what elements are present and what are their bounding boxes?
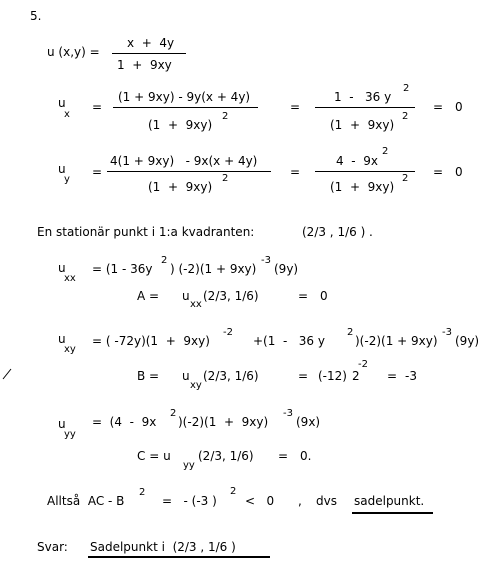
A-eq: = xyxy=(298,289,309,303)
conclusion-exp2: 2 xyxy=(230,486,237,497)
uy-numerator1: 4(1 + 9xy) - 9x(x + 4y) xyxy=(110,154,258,168)
uy-result: 0 xyxy=(455,165,463,179)
B-eq2: = xyxy=(387,369,398,383)
C-argument: (2/3, 1/6) xyxy=(198,449,254,463)
uyy-expr-c: (9x) xyxy=(296,415,321,429)
uyy-expr-b: )(-2)(1 + 9xy) xyxy=(178,415,269,429)
ux-eq3: = xyxy=(433,100,444,114)
u-def-fraction-bar xyxy=(112,53,186,54)
A-subscript: xx xyxy=(190,299,202,310)
C-eq: = xyxy=(278,449,289,463)
ux-fraction-bar1 xyxy=(113,107,258,108)
uxx-symbol: u xyxy=(58,261,66,275)
ux-symbol: u xyxy=(58,96,66,110)
uxy-symbol: u xyxy=(58,332,66,346)
ux-numerator2-exp: 2 xyxy=(403,83,410,94)
uy-fraction-bar2 xyxy=(315,171,415,172)
A-argument: (2/3, 1/6) xyxy=(203,289,259,303)
conclusion-comma: , xyxy=(298,494,302,508)
conclusion-result: sadelpunkt. xyxy=(354,494,425,508)
uxx-exp2: -3 xyxy=(261,255,271,266)
uxx-subscript: xx xyxy=(64,273,76,284)
ux-eq1: = xyxy=(92,100,103,114)
ux-numerator2: 1 - 36 y xyxy=(334,90,392,104)
A-value: 0 xyxy=(320,289,328,303)
uyy-exp2: -3 xyxy=(283,408,293,419)
C-subscript: yy xyxy=(183,460,195,471)
uy-eq3: = xyxy=(433,165,444,179)
u-def-denominator: 1 + 9xy xyxy=(117,58,172,72)
B-value: -3 xyxy=(405,369,417,383)
answer-underline xyxy=(88,556,270,558)
uy-numerator2: 4 - 9x xyxy=(336,154,378,168)
conclusion-text: Alltså AC - B xyxy=(47,494,125,508)
margin-mark xyxy=(2,368,12,380)
uyy-symbol: u xyxy=(58,417,66,431)
conclusion-underline xyxy=(352,512,433,514)
B-factor: (-12) xyxy=(318,369,347,383)
ux-eq2: = xyxy=(290,100,301,114)
conclusion-mid: = - (-3 ) xyxy=(162,494,217,508)
answer-text: Sadelpunkt i (2/3 , 1/6 ) xyxy=(90,540,236,554)
uxx-exp1: 2 xyxy=(161,255,168,266)
uxx-expr-b: ) (-2)(1 + 9xy) xyxy=(170,262,257,276)
B-base: 2 xyxy=(352,369,360,383)
uxy-exp2: 2 xyxy=(347,327,354,338)
uy-symbol: u xyxy=(58,162,66,176)
uxy-exp3: -3 xyxy=(442,327,452,338)
uy-denominator2: (1 + 9xy) xyxy=(330,180,395,194)
uxy-expr-b: +(1 - 36 y xyxy=(253,334,325,348)
B-exponent: -2 xyxy=(358,359,368,370)
u-def-numerator: x + 4y xyxy=(127,36,175,50)
B-subscript: xy xyxy=(190,380,202,391)
ux-subscript: x xyxy=(64,109,70,120)
conclusion-dvs: dvs xyxy=(316,494,337,508)
uy-fraction-bar1 xyxy=(107,171,271,172)
uy-eq2: = xyxy=(290,165,301,179)
stationary-point: (2/3 , 1/6 ) . xyxy=(302,225,373,239)
stationary-text: En stationär punkt i 1:a kvadranten: xyxy=(37,225,255,239)
uy-eq1: = xyxy=(92,165,103,179)
B-symbol: u xyxy=(182,369,190,383)
answer-label: Svar: xyxy=(37,540,68,554)
B-argument: (2/3, 1/6) xyxy=(203,369,259,383)
B-label: B = xyxy=(137,369,160,383)
ux-denominator1: (1 + 9xy) xyxy=(148,118,213,132)
uy-denominator2-exp: 2 xyxy=(402,173,409,184)
uyy-expr-a: = (4 - 9x xyxy=(92,415,157,429)
uxx-expr-a: = (1 - 36y xyxy=(92,262,153,276)
ux-denominator2-exp: 2 xyxy=(402,111,409,122)
uxy-expr-c: )(-2)(1 + 9xy) xyxy=(355,334,438,348)
ux-numerator1: (1 + 9xy) - 9y(x + 4y) xyxy=(118,90,251,104)
ux-denominator2: (1 + 9xy) xyxy=(330,118,395,132)
uxy-subscript: xy xyxy=(64,344,76,355)
uy-subscript: y xyxy=(64,174,70,185)
B-eq: = xyxy=(298,369,309,383)
u-def-lhs: u (x,y) = xyxy=(47,45,100,59)
conclusion-exp1: 2 xyxy=(139,487,146,498)
uy-denominator1-exp: 2 xyxy=(222,173,229,184)
problem-number: 5. xyxy=(30,9,42,23)
uxy-exp1: -2 xyxy=(223,327,233,338)
uyy-exp1: 2 xyxy=(170,408,177,419)
uy-numerator2-exp: 2 xyxy=(382,146,389,157)
ux-denominator1-exp: 2 xyxy=(222,111,229,122)
uxy-expr-d: (9y) xyxy=(455,334,480,348)
C-value: 0. xyxy=(300,449,312,463)
conclusion-inequality: < 0 xyxy=(245,494,275,508)
uy-denominator1: (1 + 9xy) xyxy=(148,180,213,194)
uxy-expr-a: = ( -72y)(1 + 9xy) xyxy=(92,334,210,348)
C-label: C = u xyxy=(137,449,171,463)
uxx-expr-c: (9y) xyxy=(274,262,299,276)
ux-result: 0 xyxy=(455,100,463,114)
ux-fraction-bar2 xyxy=(315,107,415,108)
uyy-subscript: yy xyxy=(64,429,76,440)
A-label: A = xyxy=(137,289,160,303)
A-symbol: u xyxy=(182,289,190,303)
